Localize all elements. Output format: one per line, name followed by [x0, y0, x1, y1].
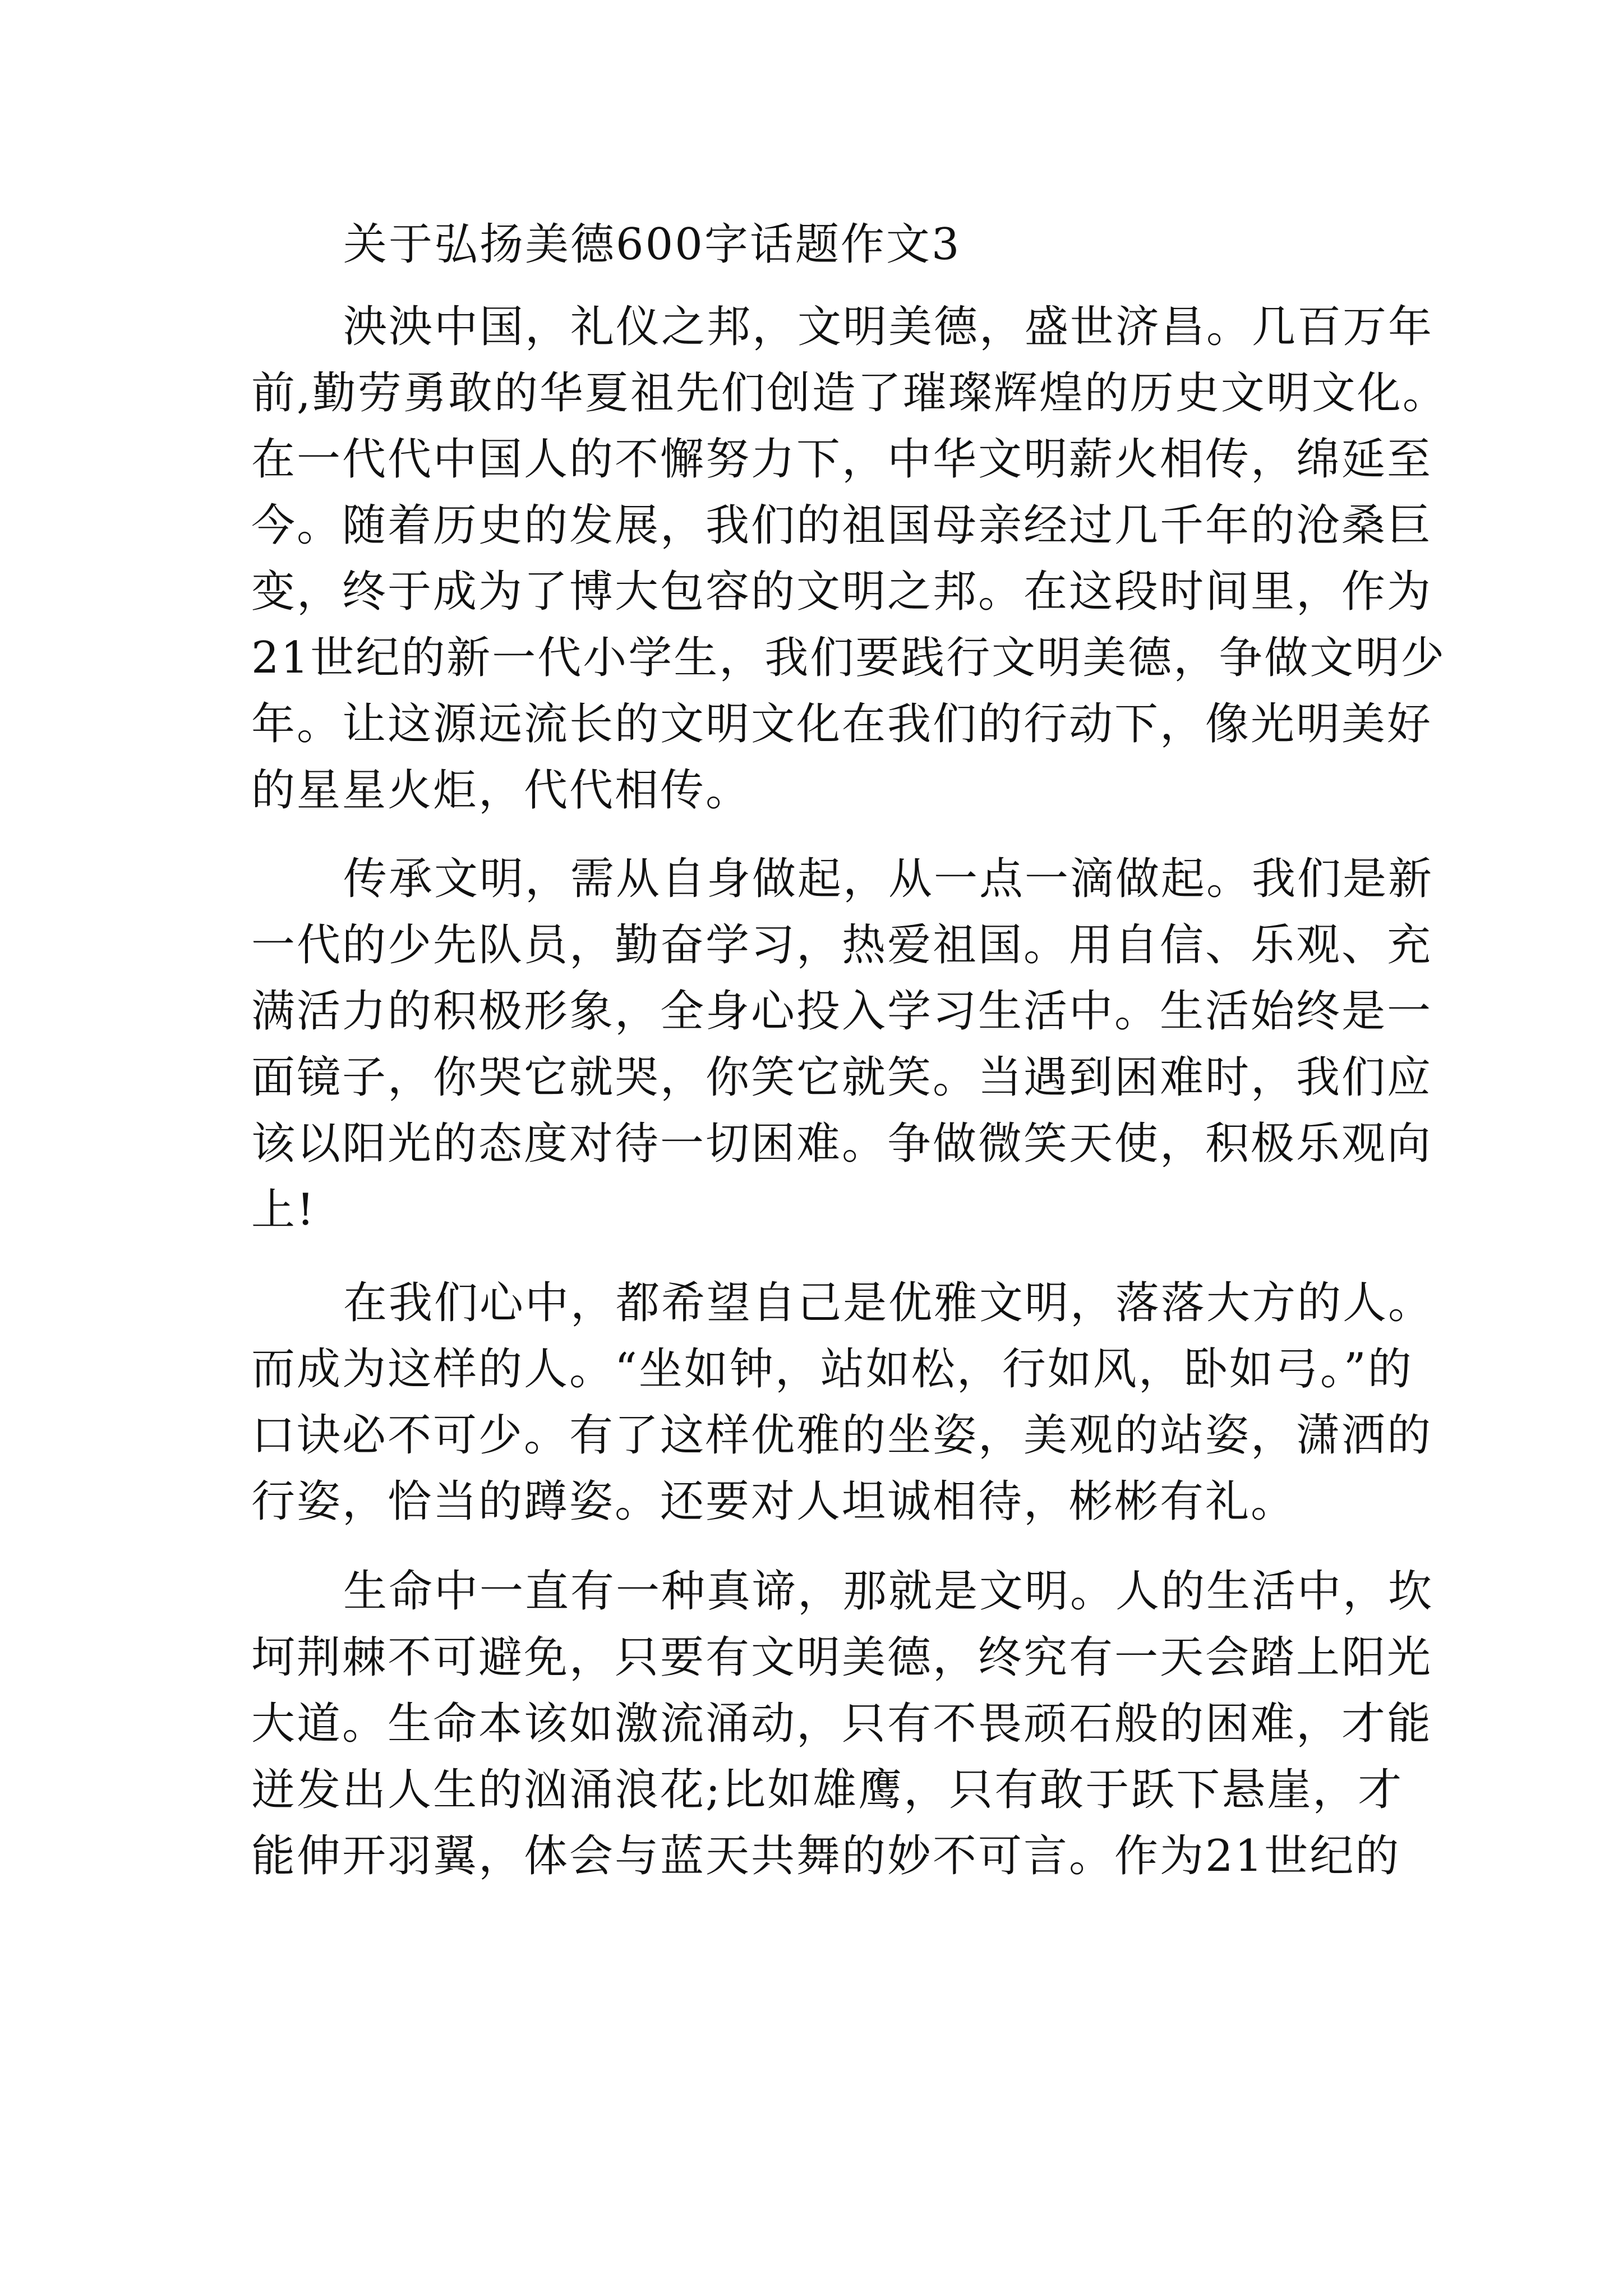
- paragraph-2: [251, 846, 1434, 1243]
- text-line: 21世纪的新一代小学生，我们要践行文明美德，争做文明少: [251, 633, 1446, 683]
- document-title: 关于弘扬美德600字话题作文3: [343, 219, 961, 270]
- text-line: 迸发出人生的汹涌浪花;比如雄鹰，只有敢于跃下悬崖，才: [251, 1765, 1404, 1815]
- paragraph-1: [251, 294, 1448, 823]
- text-line: 坷荆棘不可避免，只要有文明美德，终究有一天会踏上阳光: [251, 1632, 1433, 1683]
- text-line: 一代的少先队员，勤奋学习，热爱祖国。用自信、乐观、充: [251, 920, 1433, 970]
- document-body: [251, 212, 1448, 1889]
- paragraph-4: [251, 1558, 1434, 1889]
- text-line: 变，终于成为了博大包容的文明之邦。在这段时间里，作为: [251, 567, 1433, 617]
- paragraph-3: [251, 1270, 1434, 1535]
- text-line: 而成为这样的人。“坐如钟，站如松，行如风，卧如弓。”的: [251, 1344, 1413, 1395]
- text-line: 上!: [251, 1185, 316, 1235]
- text-line: 年。让这源远流长的文明文化在我们的行动下，像光明美好: [251, 699, 1433, 749]
- text-line: 能伸开羽翼，体会与蓝天共舞的妙不可言。作为21世纪的: [251, 1831, 1401, 1881]
- text-line: 生命中一直有一种真谛，那就是文明。人的生活中，坎: [343, 1566, 1434, 1617]
- text-line: 面镜子，你哭它就哭，你笑它就笑。当遇到困难时，我们应: [251, 1052, 1433, 1103]
- text-line: 满活力的积极形象，全身心投入学习生活中。生活始终是一: [251, 986, 1433, 1037]
- text-line: 该以阳光的态度对待一切困难。争做微笑天使，积极乐观向: [251, 1119, 1433, 1169]
- text-line: 的星星火炬，代代相传。: [251, 765, 751, 816]
- text-line: 在我们心中，都希望自己是优雅文明，落落大方的人。: [343, 1278, 1434, 1328]
- text-line: 传承文明，需从自身做起，从一点一滴做起。我们是新: [343, 854, 1434, 904]
- text-line: 前,勤劳勇敢的华夏祖先们创造了璀璨辉煌的历史文明文化。: [251, 368, 1448, 418]
- text-line: 在一代代中国人的不懈努力下，中华文明薪火相传，绵延至: [251, 434, 1433, 485]
- text-line: 泱泱中国，礼仪之邦，文明美德，盛世济昌。几百万年: [343, 302, 1434, 352]
- text-line: 今。随着历史的发展，我们的祖国母亲经过几千年的沧桑巨: [251, 500, 1433, 551]
- text-line: 行姿，恰当的蹲姿。还要对人坦诚相待，彬彬有礼。: [251, 1476, 1297, 1527]
- text-line: 口诀必不可少。有了这样优雅的坐姿，美观的站姿，潇洒的: [251, 1410, 1433, 1461]
- text-line: 大道。生命本该如激流涌动，只有不畏顽石般的困难，才能: [251, 1699, 1433, 1749]
